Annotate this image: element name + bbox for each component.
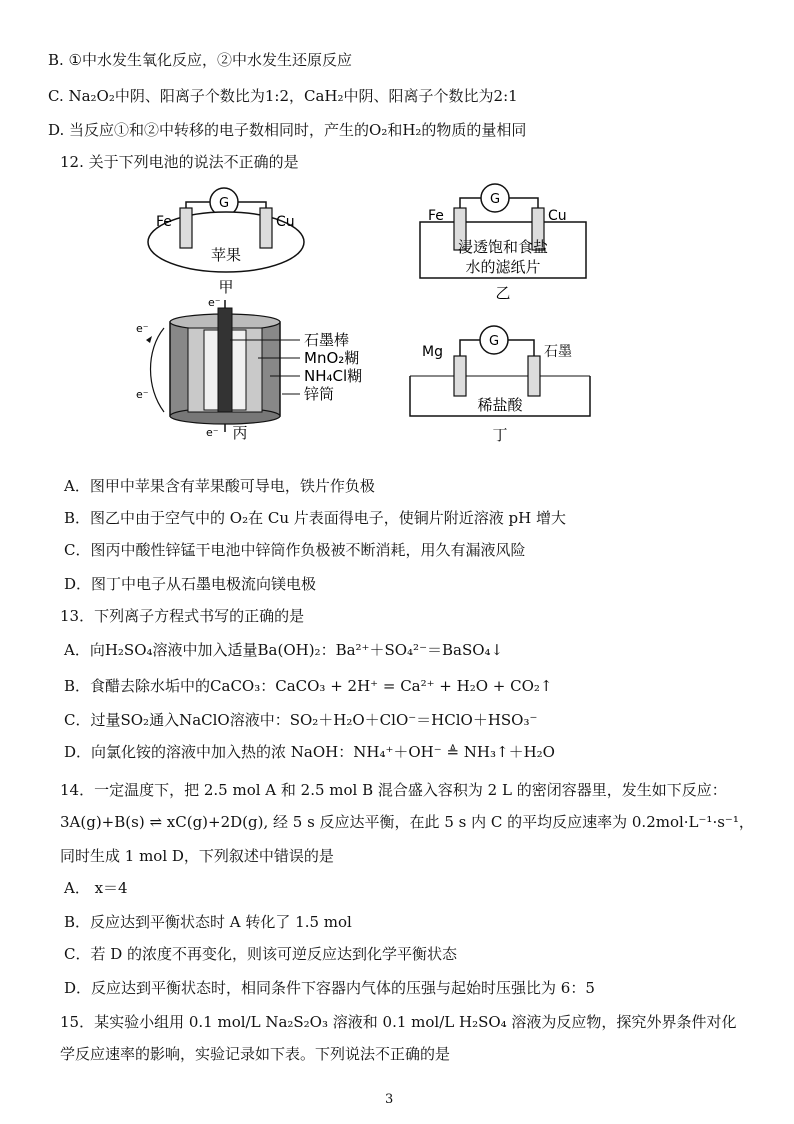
ding-caption: 丁 — [492, 426, 508, 444]
question-14-stem-line2: 3A(g)+B(s) ⇌ xC(g)+2D(g), 经 5 s 反应达平衡，在此 5 s 内 C 的平均反应速率为 0.2mol·L⁻¹·s⁻¹， — [60, 813, 754, 831]
bing-electron-left-low: e⁻ — [136, 388, 149, 401]
q13-option-d: D．向氯化铵的溶液中加入热的浓 NaOH：NH₄⁺＋OH⁻ ≜ NH₃↑＋H₂O — [64, 743, 555, 761]
figure-bing — [136, 296, 362, 442]
question-15-stem-line2: 学反应速率的影响，实验记录如下表。下列说法不正确的是 — [60, 1045, 451, 1063]
bing-caption: 丙 — [232, 424, 248, 442]
bing-electron-left: e⁻ — [136, 322, 149, 335]
ding-right-electrode: 石墨 — [544, 344, 572, 360]
question-15-stem-line1: 15．某实验小组用 0.1 mol/L Na₂S₂O₃ 溶液和 0.1 mol/L H₂SO₄ 溶液为反应物，探究外界条件对化 — [60, 1013, 737, 1031]
q14-option-b: B．反应达到平衡状态时 A 转化了 1.5 mol — [64, 913, 352, 931]
q13-option-b: B．食醋去除水垢中的CaCO₃：CaCO₃ + 2H⁺ = Ca²⁺ + H₂O + CO₂↑ — [64, 677, 553, 695]
option-d-prev: D. 当反应①和②中转移的电子数相同时，产生的O₂和H₂的物质的量相同 — [48, 121, 527, 139]
jia-left-electrode: Fe — [156, 214, 172, 230]
bing-label-zinc-can: 锌筒 — [304, 385, 335, 403]
q12-option-b: B．图乙中由于空气中的 O₂在 Cu 片表面得电子，使铜片附近溶液 pH 增大 — [64, 509, 566, 527]
figure-yi — [420, 184, 586, 302]
jia-caption: 甲 — [218, 278, 234, 296]
q13-option-c: C．过量SO₂通入NaClO溶液中：SO₂＋H₂O＋ClO⁻＝HClO＋HSO₃⁻ — [64, 711, 538, 729]
bing-label-graphite-rod: 石墨棒 — [304, 331, 350, 349]
yi-meter-label: G — [489, 192, 501, 207]
yi-right-electrode: Cu — [548, 208, 567, 224]
bing-electron-bottom: e⁻ — [206, 426, 219, 439]
q14-option-a: A． x＝4 — [64, 879, 128, 897]
yi-body-line2: 水的滤纸片 — [465, 258, 541, 276]
q12-option-c: C．图丙中酸性锌锰干电池中锌筒作负极被不断消耗，用久有漏液风险 — [64, 541, 526, 559]
question-14-stem-line3: 同时生成 1 mol D，下列叙述中错误的是 — [60, 847, 334, 865]
question-13-stem: 13．下列离子方程式书写的正确的是 — [60, 607, 305, 625]
option-b-prev: B. ①中水发生氧化反应，②中水发生还原反应 — [48, 51, 353, 69]
page-number: 3 — [385, 1092, 394, 1107]
ding-solution-label: 稀盐酸 — [477, 396, 523, 414]
question-12-stem: 12. 关于下列电池的说法不正确的是 — [60, 153, 299, 171]
figure-jia — [148, 188, 304, 296]
yi-body-line1: 浸透饱和食盐 — [457, 238, 549, 256]
q14-option-c: C．若 D 的浓度不再变化，则该可逆反应达到化学平衡状态 — [64, 945, 458, 963]
yi-left-electrode: Fe — [428, 208, 444, 224]
jia-body-label: 苹果 — [210, 246, 242, 264]
q12-figures — [0, 180, 794, 480]
bing-electron-top: e⁻ — [208, 296, 221, 309]
figure-ding — [410, 326, 590, 444]
bing-label-mno2: MnO₂糊 — [304, 349, 360, 367]
question-14-stem-line1: 14．一定温度下，把 2.5 mol A 和 2.5 mol B 混合盛入容积为 2 L 的密闭容器里，发生如下反应： — [60, 781, 727, 799]
jia-right-electrode: Cu — [276, 214, 295, 230]
jia-meter-label: G — [218, 196, 230, 211]
bing-label-nh4cl: NH₄Cl糊 — [304, 367, 363, 385]
ding-meter-label: G — [488, 334, 500, 349]
option-c-prev: C. Na₂O₂中阴、阳离子个数比为1:2，CaH₂中阴、阳离子个数比为2:1 — [48, 87, 518, 105]
q12-option-a: A．图甲中苹果含有苹果酸可导电，铁片作负极 — [64, 477, 375, 495]
yi-caption: 乙 — [495, 284, 511, 302]
ding-left-electrode: Mg — [422, 344, 443, 360]
q12-option-d: D．图丁中电子从石墨电极流向镁电极 — [64, 575, 317, 593]
q14-option-d: D．反应达到平衡状态时，相同条件下容器内气体的压强与起始时压强比为 6：5 — [64, 979, 595, 997]
q13-option-a: A．向H₂SO₄溶液中加入适量Ba(OH)₂：Ba²⁺＋SO₄²⁻＝BaSO₄↓ — [64, 641, 504, 659]
